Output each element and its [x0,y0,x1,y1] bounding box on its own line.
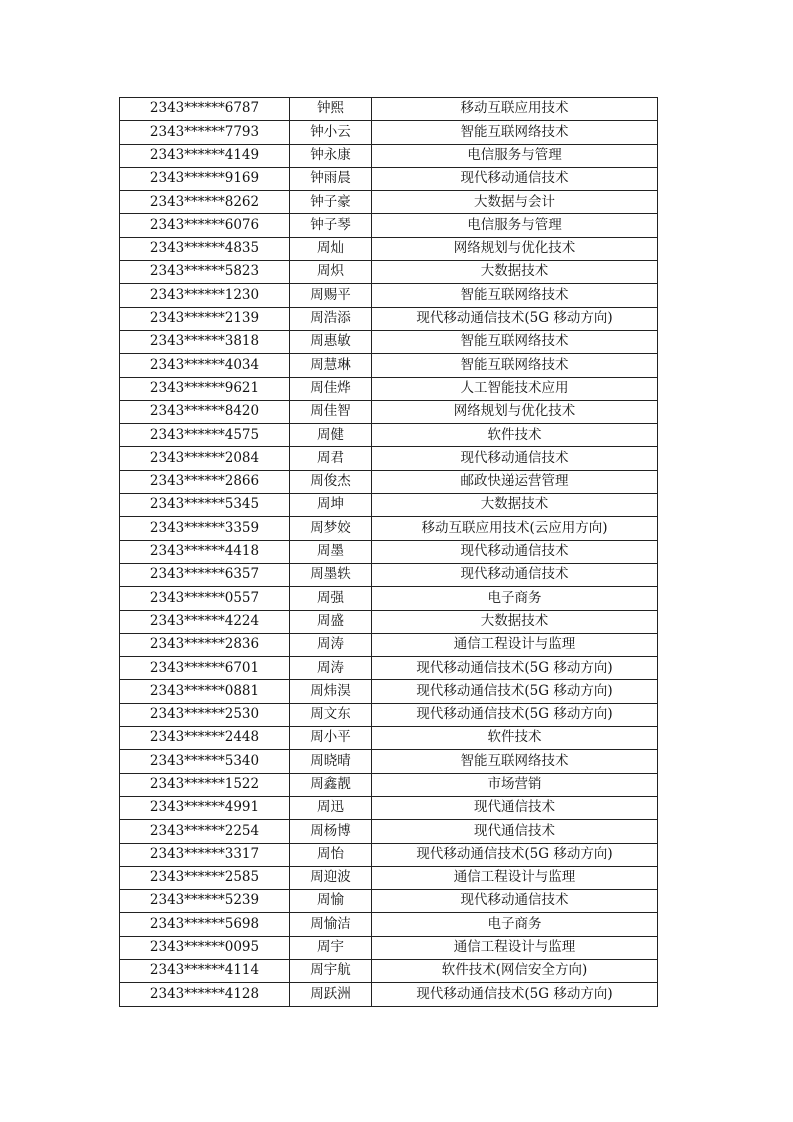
student-id-cell: 2343******1230 [120,284,290,307]
student-major-cell: 现代移动通信技术(5G 移动方向) [372,703,658,726]
student-id-cell: 2343******3359 [120,517,290,540]
student-major-cell: 大数据技术 [372,261,658,284]
student-major-cell: 现代移动通信技术(5G 移动方向) [372,657,658,680]
student-major-cell: 大数据技术 [372,610,658,633]
table-row [120,214,658,237]
student-major-cell: 人工智能技术应用 [372,377,658,400]
table-row [120,424,658,447]
table-row [120,121,658,144]
student-name-cell: 周俊杰 [290,470,372,493]
student-name-cell: 周晓晴 [290,750,372,773]
student-name-cell: 周文东 [290,703,372,726]
student-name-cell: 周宇 [290,936,372,959]
table-row [120,936,658,959]
table-row [120,470,658,493]
student-id-cell: 2343******6787 [120,98,290,121]
table-row [120,773,658,796]
student-id-cell: 2343******2530 [120,703,290,726]
student-list-table [119,97,658,1007]
student-id-cell: 2343******6357 [120,563,290,586]
table-row [120,563,658,586]
student-major-cell: 智能互联网络技术 [372,284,658,307]
student-id-cell: 2343******6701 [120,657,290,680]
student-major-cell: 大数据与会计 [372,191,658,214]
student-name-cell: 钟小云 [290,121,372,144]
student-id-cell: 2343******8420 [120,400,290,423]
table-row [120,959,658,982]
student-major-cell: 电信服务与管理 [372,214,658,237]
table-row [120,400,658,423]
student-name-cell: 钟子琴 [290,214,372,237]
student-id-cell: 2343******4835 [120,237,290,260]
table-row [120,494,658,517]
student-major-cell: 现代移动通信技术(5G 移动方向) [372,843,658,866]
student-major-cell: 电信服务与管理 [372,144,658,167]
student-major-cell: 通信工程设计与监理 [372,936,658,959]
student-major-cell: 软件技术(网信安全方向) [372,959,658,982]
student-name-cell: 周佳智 [290,400,372,423]
student-major-cell: 通信工程设计与监理 [372,866,658,889]
student-major-cell: 网络规划与优化技术 [372,237,658,260]
student-id-cell: 2343******2585 [120,866,290,889]
student-name-cell: 钟雨晨 [290,167,372,190]
student-name-cell: 周涛 [290,657,372,680]
table-row [120,447,658,470]
student-name-cell: 周健 [290,424,372,447]
table-row [120,191,658,214]
student-id-cell: 2343******2084 [120,447,290,470]
student-id-cell: 2343******0095 [120,936,290,959]
table-row [120,307,658,330]
table-row [120,284,658,307]
table-row [120,703,658,726]
student-major-cell: 现代移动通信技术 [372,563,658,586]
table-row [120,144,658,167]
table-row [120,843,658,866]
table-row [120,610,658,633]
student-major-cell: 邮政快递运营管理 [372,470,658,493]
student-name-cell: 周浩添 [290,307,372,330]
student-major-cell: 智能互联网络技术 [372,354,658,377]
student-name-cell: 周迎波 [290,866,372,889]
student-major-cell: 智能互联网络技术 [372,121,658,144]
table-row [120,913,658,936]
student-id-cell: 2343******5823 [120,261,290,284]
table-row [120,377,658,400]
student-major-cell: 市场营销 [372,773,658,796]
table-row [120,517,658,540]
table-row [120,587,658,610]
student-id-cell: 2343******1522 [120,773,290,796]
student-name-cell: 周赐平 [290,284,372,307]
table-row [120,330,658,353]
student-major-cell: 网络规划与优化技术 [372,400,658,423]
student-id-cell: 2343******4128 [120,983,290,1006]
student-major-cell: 电子商务 [372,587,658,610]
table-row [120,750,658,773]
student-name-cell: 周杨博 [290,820,372,843]
student-id-cell: 2343******3818 [120,330,290,353]
student-id-cell: 2343******5239 [120,890,290,913]
student-major-cell: 现代移动通信技术(5G 移动方向) [372,983,658,1006]
student-name-cell: 周迅 [290,796,372,819]
student-name-cell: 周惠敏 [290,330,372,353]
student-major-cell: 通信工程设计与监理 [372,633,658,656]
student-id-cell: 2343******0881 [120,680,290,703]
table-row [120,657,658,680]
student-name-cell: 周炽 [290,261,372,284]
table-row [120,820,658,843]
student-major-cell: 移动互联应用技术 [372,98,658,121]
student-id-cell: 2343******9169 [120,167,290,190]
student-name-cell: 钟子豪 [290,191,372,214]
student-name-cell: 钟永康 [290,144,372,167]
student-major-cell: 软件技术 [372,727,658,750]
student-name-cell: 周愉 [290,890,372,913]
student-name-cell: 周宇航 [290,959,372,982]
student-id-cell: 2343******7793 [120,121,290,144]
student-name-cell: 周怡 [290,843,372,866]
student-major-cell: 大数据技术 [372,494,658,517]
table-row [120,680,658,703]
student-major-cell: 现代移动通信技术 [372,167,658,190]
student-name-cell: 周涛 [290,633,372,656]
student-id-cell: 2343******4034 [120,354,290,377]
table-row [120,983,658,1006]
table-row [120,866,658,889]
student-major-cell: 移动互联应用技术(云应用方向) [372,517,658,540]
student-name-cell: 周跃洲 [290,983,372,1006]
student-major-cell: 现代移动通信技术 [372,447,658,470]
student-id-cell: 2343******2139 [120,307,290,330]
student-id-cell: 2343******2254 [120,820,290,843]
student-name-cell: 周佳烨 [290,377,372,400]
student-id-cell: 2343******5345 [120,494,290,517]
student-name-cell: 钟熙 [290,98,372,121]
student-name-cell: 周墨轶 [290,563,372,586]
table-row [120,167,658,190]
student-name-cell: 周慧琳 [290,354,372,377]
student-name-cell: 周君 [290,447,372,470]
student-name-cell: 周梦姣 [290,517,372,540]
student-id-cell: 2343******4149 [120,144,290,167]
table-row [120,98,658,121]
student-major-cell: 现代移动通信技术 [372,540,658,563]
student-id-cell: 2343******4991 [120,796,290,819]
student-major-cell: 智能互联网络技术 [372,330,658,353]
student-id-cell: 2343******3317 [120,843,290,866]
student-major-cell: 现代移动通信技术(5G 移动方向) [372,307,658,330]
student-id-cell: 2343******6076 [120,214,290,237]
student-major-cell: 现代移动通信技术(5G 移动方向) [372,680,658,703]
student-name-cell: 周鑫靓 [290,773,372,796]
student-list-body [120,98,658,1007]
student-id-cell: 2343******4114 [120,959,290,982]
table-row [120,540,658,563]
student-name-cell: 周小平 [290,727,372,750]
student-major-cell: 现代移动通信技术 [372,890,658,913]
student-name-cell: 周盛 [290,610,372,633]
table-row [120,796,658,819]
student-id-cell: 2343******2836 [120,633,290,656]
student-name-cell: 周墨 [290,540,372,563]
student-major-cell: 软件技术 [372,424,658,447]
table-row [120,261,658,284]
student-id-cell: 2343******2866 [120,470,290,493]
student-name-cell: 周愉洁 [290,913,372,936]
table-row [120,237,658,260]
student-major-cell: 现代通信技术 [372,796,658,819]
student-id-cell: 2343******2448 [120,727,290,750]
table-row [120,633,658,656]
student-id-cell: 2343******0557 [120,587,290,610]
student-major-cell: 电子商务 [372,913,658,936]
student-name-cell: 周坤 [290,494,372,517]
student-name-cell: 周强 [290,587,372,610]
student-major-cell: 智能互联网络技术 [372,750,658,773]
student-id-cell: 2343******4575 [120,424,290,447]
student-id-cell: 2343******4224 [120,610,290,633]
table-row [120,890,658,913]
student-major-cell: 现代通信技术 [372,820,658,843]
table-row [120,727,658,750]
student-name-cell: 周炜淏 [290,680,372,703]
student-id-cell: 2343******9621 [120,377,290,400]
student-name-cell: 周灿 [290,237,372,260]
table-row [120,354,658,377]
student-id-cell: 2343******4418 [120,540,290,563]
student-id-cell: 2343******8262 [120,191,290,214]
student-id-cell: 2343******5340 [120,750,290,773]
student-id-cell: 2343******5698 [120,913,290,936]
